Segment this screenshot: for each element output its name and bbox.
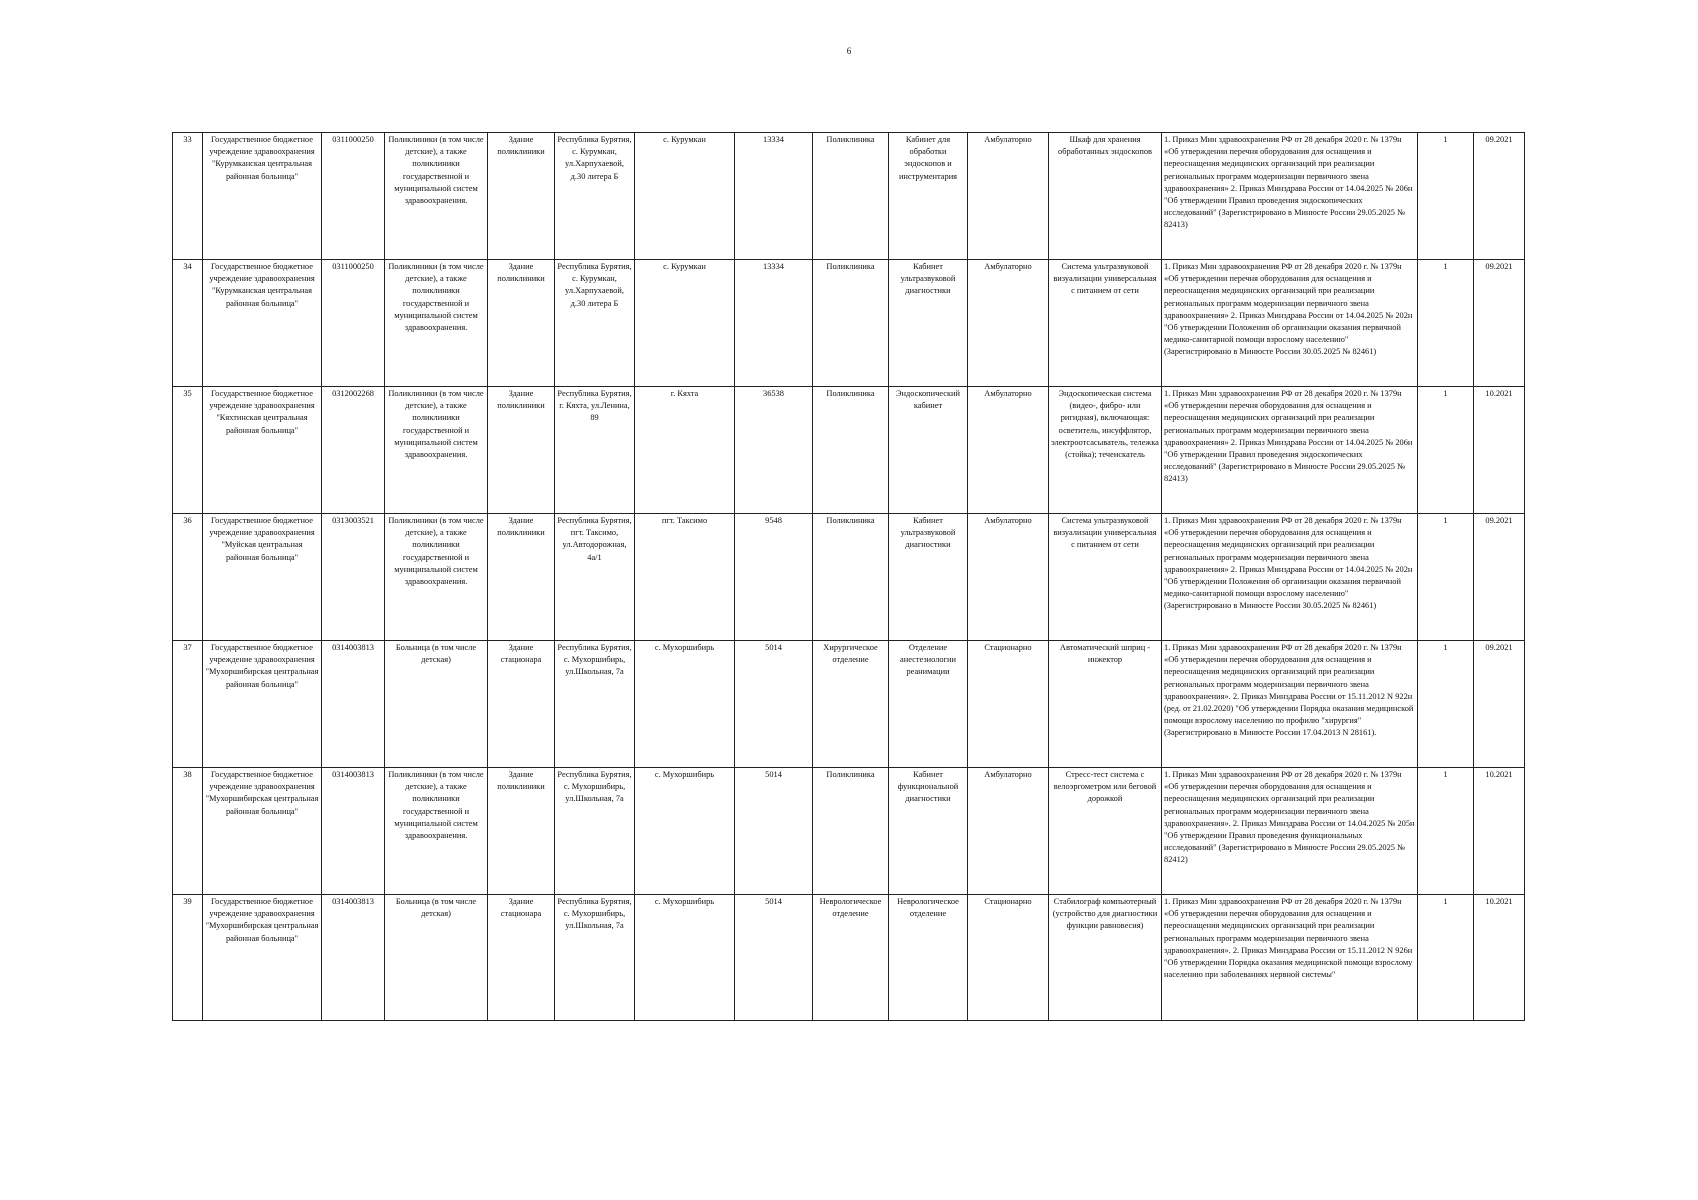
building-cell: Здание поликлиники: [488, 768, 555, 895]
equipment-cell: Стабилограф компьютерный (устройство для диагностики функции равновесия): [1049, 895, 1162, 1021]
population-cell: 13334: [735, 133, 813, 260]
quantity-cell: 1: [1418, 260, 1474, 387]
legal-basis-cell: 1. Приказ Мин здравоохранения РФ от 28 декабря 2020 г. № 1379н «Об утверждении перечня оборудования для оснащения и переоснащения медицинских организаций при реализации региональных программ модернизации первичного звена здравоохранения» 2. Приказ Минздрава России от 14.04.2025 № 206н "Об утверждении Правил проведения эндоскопических исследований" (Зарегистрировано в Минюсте России 29.05.2025 № 82413): [1162, 387, 1418, 514]
page-number: 6: [846, 46, 852, 56]
organization-cell: Государственное бюджетное учреждение здравоохранения "Курумканская центральная районная больница": [203, 260, 322, 387]
population-cell: 5014: [735, 895, 813, 1021]
quantity-cell: 1: [1418, 133, 1474, 260]
quantity-cell: 1: [1418, 768, 1474, 895]
org-code-cell: 0314003813: [322, 895, 385, 1021]
address-cell: Республика Бурятия, г. Кяхта, ул.Ленина, 89: [555, 387, 635, 514]
legal-basis-cell: 1. Приказ Мин здравоохранения РФ от 28 декабря 2020 г. № 1379н «Об утверждении перечня оборудования для оснащения и переоснащения медицинских организаций при реализации региональных программ модернизации первичного звена здравоохранения». 2. Приказ Минздрава России от 15.11.2012 N 926н "Об утверждении Порядка оказания медицинской помощи взрослому населению при заболеваниях нервной системы": [1162, 895, 1418, 1021]
department-cell: Поликлиника: [813, 768, 889, 895]
settlement-cell: с. Курумкан: [635, 133, 735, 260]
organization-cell: Государственное бюджетное учреждение здравоохранения "Мухоршибирская центральная районная больница": [203, 768, 322, 895]
population-cell: 36538: [735, 387, 813, 514]
date-cell: 10.2021: [1474, 768, 1525, 895]
date-cell: 09.2021: [1474, 514, 1525, 641]
legal-basis-cell: 1. Приказ Мин здравоохранения РФ от 28 декабря 2020 г. № 1379н «Об утверждении перечня оборудования для оснащения и переоснащения медицинских организаций при реализации региональных программ модернизации первичного звена здравоохранения» 2. Приказ Минздрава России от 14.04.2025 № 202н "Об утверждении Положения об организации оказания первичной медико-санитарной помощи взрослому населению" (Зарегистрировано в Минюсте России 30.05.2025 № 82461): [1162, 260, 1418, 387]
address-cell: Республика Бурятия, с. Курумкан, ул.Харпухаевой, д.30 литера Б: [555, 260, 635, 387]
department-cell: Поликлиника: [813, 133, 889, 260]
org-code-cell: 0312002268: [322, 387, 385, 514]
table-row: [173, 768, 1525, 895]
address-cell: Республика Бурятия, с. Мухоршибирь, ул.Школьная, 7а: [555, 641, 635, 768]
subdivision-type-cell: Поликлиники (в том числе детские), а также поликлиники государственной и муниципальной систем здравоохранения.: [385, 133, 488, 260]
building-cell: Здание поликлиники: [488, 133, 555, 260]
population-cell: 13334: [735, 260, 813, 387]
building-cell: Здание поликлиники: [488, 514, 555, 641]
quantity-cell: 1: [1418, 387, 1474, 514]
organization-cell: Государственное бюджетное учреждение здравоохранения "Кяхтинская центральная районная больница": [203, 387, 322, 514]
subdivision-type-cell: Поликлиники (в том числе детские), а также поликлиники государственной и муниципальной систем здравоохранения.: [385, 260, 488, 387]
room-cell: Эндоскопический кабинет: [889, 387, 968, 514]
org-code-cell: 0314003813: [322, 641, 385, 768]
settlement-cell: г. Кяхта: [635, 387, 735, 514]
equipment-registry-table: [172, 132, 1525, 1021]
department-cell: Поликлиника: [813, 260, 889, 387]
table-row: [173, 260, 1525, 387]
table-row: [173, 133, 1525, 260]
subdivision-type-cell: Поликлиники (в том числе детские), а также поликлиники государственной и муниципальной систем здравоохранения.: [385, 768, 488, 895]
table-row: [173, 641, 1525, 768]
row-number-cell: 38: [173, 768, 203, 895]
legal-basis-cell: 1. Приказ Мин здравоохранения РФ от 28 декабря 2020 г. № 1379н «Об утверждении перечня оборудования для оснащения и переоснащения медицинских организаций при реализации региональных программ модернизации первичного звена здравоохранения». 2. Приказ Минздрава России от 14.04.2025 № 205н "Об утверждении Правил проведения функциональных исследований" (Зарегистрировано в Минюсте России 29.05.2025 № 82412): [1162, 768, 1418, 895]
equipment-cell: Автоматический шприц - инжектор: [1049, 641, 1162, 768]
table-body: [173, 133, 1525, 1021]
care-form-cell: Амбулаторно: [968, 260, 1049, 387]
table-row: [173, 514, 1525, 641]
department-cell: Поликлиника: [813, 514, 889, 641]
org-code-cell: 0314003813: [322, 768, 385, 895]
table-row: [173, 387, 1525, 514]
department-cell: Неврологическое отделение: [813, 895, 889, 1021]
row-number-cell: 35: [173, 387, 203, 514]
quantity-cell: 1: [1418, 895, 1474, 1021]
address-cell: Республика Бурятия, с. Мухоршибирь, ул.Школьная, 7а: [555, 895, 635, 1021]
room-cell: Кабинет ультразвуковой диагностики: [889, 260, 968, 387]
department-cell: Хирургическое отделение: [813, 641, 889, 768]
care-form-cell: Стационарно: [968, 895, 1049, 1021]
building-cell: Здание стационара: [488, 641, 555, 768]
building-cell: Здание поликлиники: [488, 387, 555, 514]
table-row: [173, 895, 1525, 1021]
population-cell: 5014: [735, 768, 813, 895]
care-form-cell: Амбулаторно: [968, 768, 1049, 895]
organization-cell: Государственное бюджетное учреждение здравоохранения "Мухоршибирская центральная районная больница": [203, 641, 322, 768]
date-cell: 09.2021: [1474, 641, 1525, 768]
address-cell: Республика Бурятия, с. Мухоршибирь, ул.Школьная, 7а: [555, 768, 635, 895]
date-cell: 10.2021: [1474, 387, 1525, 514]
quantity-cell: 1: [1418, 641, 1474, 768]
equipment-cell: Стресс-тест система с велоэргометром или беговой дорожкой: [1049, 768, 1162, 895]
equipment-cell: Система ультразвуковой визуализации универсальная с питанием от сети: [1049, 260, 1162, 387]
org-code-cell: 0313003521: [322, 514, 385, 641]
department-cell: Поликлиника: [813, 387, 889, 514]
settlement-cell: с. Мухоршибирь: [635, 641, 735, 768]
care-form-cell: Стационарно: [968, 641, 1049, 768]
room-cell: Кабинет функциональной диагностики: [889, 768, 968, 895]
room-cell: Кабинет ультразвуковой диагностики: [889, 514, 968, 641]
subdivision-type-cell: Поликлиники (в том числе детские), а также поликлиники государственной и муниципальной систем здравоохранения.: [385, 387, 488, 514]
date-cell: 09.2021: [1474, 133, 1525, 260]
address-cell: Республика Бурятия, пгт. Таксимо, ул.Автодорожная, 4а/1: [555, 514, 635, 641]
care-form-cell: Амбулаторно: [968, 133, 1049, 260]
equipment-cell: Эндоскопическая система (видео-, фибро- или ригидная), включающая: осветитель, инсуффлятор, электроотсасыватель, тележка (стойка); течеискатель: [1049, 387, 1162, 514]
row-number-cell: 34: [173, 260, 203, 387]
row-number-cell: 33: [173, 133, 203, 260]
care-form-cell: Амбулаторно: [968, 387, 1049, 514]
population-cell: 9548: [735, 514, 813, 641]
settlement-cell: с. Курумкан: [635, 260, 735, 387]
room-cell: Неврологическое отделение: [889, 895, 968, 1021]
row-number-cell: 36: [173, 514, 203, 641]
room-cell: Кабинет для обработки эндоскопов и инструментария: [889, 133, 968, 260]
settlement-cell: с. Мухоршибирь: [635, 768, 735, 895]
date-cell: 10.2021: [1474, 895, 1525, 1021]
equipment-cell: Шкаф для хранения обработанных эндоскопов: [1049, 133, 1162, 260]
population-cell: 5014: [735, 641, 813, 768]
subdivision-type-cell: Больница (в том числе детская): [385, 641, 488, 768]
subdivision-type-cell: Больница (в том числе детская): [385, 895, 488, 1021]
legal-basis-cell: 1. Приказ Мин здравоохранения РФ от 28 декабря 2020 г. № 1379н «Об утверждении перечня оборудования для оснащения и переоснащения медицинских организаций при реализации региональных программ модернизации первичного звена здравоохранения» 2. Приказ Минздрава России от 14.04.2025 № 206н "Об утверждении Правил проведения эндоскопических исследований" (Зарегистрировано в Минюсте России 29.05.2025 № 82413): [1162, 133, 1418, 260]
building-cell: Здание поликлиники: [488, 260, 555, 387]
org-code-cell: 0311000250: [322, 133, 385, 260]
room-cell: Отделение анестезиологии реанимации: [889, 641, 968, 768]
organization-cell: Государственное бюджетное учреждение здравоохранения "Мухоршибирская центральная районная больница": [203, 895, 322, 1021]
building-cell: Здание стационара: [488, 895, 555, 1021]
settlement-cell: пгт. Таксимо: [635, 514, 735, 641]
organization-cell: Государственное бюджетное учреждение здравоохранения "Муйская центральная районная больница": [203, 514, 322, 641]
legal-basis-cell: 1. Приказ Мин здравоохранения РФ от 28 декабря 2020 г. № 1379н «Об утверждении перечня оборудования для оснащения и переоснащения медицинских организаций при реализации региональных программ модернизации первичного звена здравоохранения» 2. Приказ Минздрава России от 14.04.2025 № 202н "Об утверждении Положения об организации оказания первичной медико-санитарной помощи взрослому населению" (Зарегистрировано в Минюсте России 30.05.2025 № 82461): [1162, 514, 1418, 641]
settlement-cell: с. Мухоршибирь: [635, 895, 735, 1021]
subdivision-type-cell: Поликлиники (в том числе детские), а также поликлиники государственной и муниципальной систем здравоохранения.: [385, 514, 488, 641]
org-code-cell: 0311000250: [322, 260, 385, 387]
date-cell: 09.2021: [1474, 260, 1525, 387]
care-form-cell: Амбулаторно: [968, 514, 1049, 641]
row-number-cell: 37: [173, 641, 203, 768]
quantity-cell: 1: [1418, 514, 1474, 641]
row-number-cell: 39: [173, 895, 203, 1021]
organization-cell: Государственное бюджетное учреждение здравоохранения "Курумканская центральная районная больница": [203, 133, 322, 260]
legal-basis-cell: 1. Приказ Мин здравоохранения РФ от 28 декабря 2020 г. № 1379н «Об утверждении перечня оборудования для оснащения и переоснащения медицинских организаций при реализации региональных программ модернизации первичного звена здравоохранения». 2. Приказ Минздрава России от 15.11.2012 N 922н (ред. от 21.02.2020) "Об утверждении Порядка оказания медицинской помощи взрослому населению по профилю "хирургия" (Зарегистрировано в Минюсте России 17.04.2013 N 28161).: [1162, 641, 1418, 768]
address-cell: Республика Бурятия, с. Курумкан, ул.Харпухаевой, д.30 литера Б: [555, 133, 635, 260]
equipment-cell: Система ультразвуковой визуализации универсальная с питанием от сети: [1049, 514, 1162, 641]
